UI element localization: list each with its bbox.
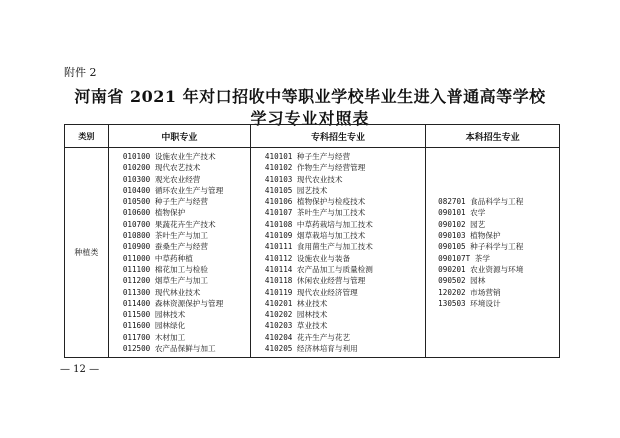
- list-item: [438, 343, 559, 354]
- list-item: 410204 花卉生产与花艺: [264, 332, 351, 342]
- list-item: 410119 现代农业经济管理: [264, 287, 358, 297]
- list-item: 010400 循环农业生产与管理: [122, 185, 224, 195]
- list-item: 410114 农产品加工与质量检测: [264, 264, 373, 274]
- header-benke: 本科招生专业: [426, 125, 560, 148]
- list-item: 010600 植物保护: [122, 208, 186, 218]
- list-item: 011700 木材加工: [122, 332, 186, 342]
- list-item: [438, 185, 559, 196]
- list-item: 410106 植物保护与检疫技术: [264, 197, 366, 207]
- list-item: [438, 174, 559, 185]
- list-item: 011100 棉花加工与检验: [122, 264, 208, 274]
- list-item: 012500 农产品保鲜与加工: [122, 344, 216, 354]
- list-item: 090103 植物保护: [438, 231, 501, 241]
- list-item: 010900 蚕桑生产与经营: [122, 242, 208, 252]
- list-item: 010100 设施农业生产技术: [122, 152, 216, 161]
- list-item: 410105 园艺技术: [264, 185, 328, 195]
- list-item: 410201 林业技术: [264, 298, 328, 308]
- list-item: 010500 种子生产与经营: [122, 197, 208, 207]
- list-item: 011300 现代林业技术: [122, 287, 201, 297]
- list-item: [438, 332, 559, 343]
- list-item: 082701 食品科学与工程: [438, 197, 524, 207]
- table-header-row: [65, 125, 560, 148]
- document-title-line2: 学习专业对照表: [250, 109, 370, 128]
- list-item: 410203 草业技术: [264, 321, 328, 331]
- list-item: 011600 园林绿化: [122, 321, 186, 331]
- list-item: 010200 现代农艺技术: [122, 163, 201, 173]
- list-item: 011500 园林技术: [122, 310, 186, 320]
- document-title-line1: 河南省 2021 年对口招收中等职业学校毕业生进入普通高等学校: [74, 87, 546, 106]
- list-item: 410107 茶叶生产与加工技术: [264, 208, 366, 218]
- list-item: [438, 162, 559, 173]
- list-item: 410102 作物生产与经营管理: [264, 163, 366, 173]
- zhuanke-list: [251, 148, 425, 357]
- benke-cell: [426, 148, 560, 358]
- zhongzhi-cell: [108, 148, 250, 358]
- list-item: 090201 农业资源与环境: [438, 264, 524, 274]
- list-item: 090502 园林: [438, 276, 486, 286]
- header-zhuanke: 专科招生专业: [250, 125, 425, 148]
- list-item: 410112 设施农业与装备: [264, 253, 351, 263]
- list-item: 010700 果蔬花卉生产技术: [122, 219, 216, 229]
- list-item: 130503 环境设计: [438, 298, 501, 308]
- list-item: 410111 食用菌生产与加工技术: [264, 242, 373, 252]
- list-item: [438, 151, 559, 162]
- list-item: 410103 现代农业技术: [264, 174, 343, 184]
- list-item: 410108 中草药栽培与加工技术: [264, 219, 373, 229]
- list-item: 090105 种子科学与工程: [438, 242, 524, 252]
- list-item: 410101 种子生产与经营: [264, 152, 351, 161]
- list-item: 410118 休闲农业经营与管理: [264, 276, 366, 286]
- page-number: — 12 —: [60, 364, 100, 375]
- list-item: 410205 经济林培育与利用: [264, 344, 358, 354]
- list-item: [438, 309, 559, 320]
- list-item: [438, 320, 559, 331]
- zhongzhi-list: [109, 148, 250, 357]
- benke-list: [426, 148, 559, 357]
- list-item: 090107T 茶学: [438, 253, 490, 263]
- category-cell: 种植类: [65, 148, 109, 358]
- list-item: 011400 森林资源保护与管理: [122, 298, 224, 308]
- list-item: 011200 烟草生产与加工: [122, 276, 208, 286]
- list-item: 010800 茶叶生产与加工: [122, 231, 208, 241]
- header-zhongzhi: 中职专业: [108, 125, 250, 148]
- list-item: 010300 观光农业经营: [122, 174, 201, 184]
- table-row: [65, 148, 560, 358]
- header-category: 类别: [65, 125, 109, 148]
- major-comparison-table: [64, 124, 560, 358]
- list-item: 011000 中草药种植: [122, 253, 193, 263]
- list-item: 090101 农学: [438, 208, 486, 218]
- attachment-label: 附件 2: [64, 66, 97, 79]
- list-item: 410109 烟草栽培与加工技术: [264, 231, 366, 241]
- list-item: 090102 园艺: [438, 219, 486, 229]
- list-item: 410202 园林技术: [264, 310, 328, 320]
- list-item: 120202 市场营销: [438, 287, 501, 297]
- zhuanke-cell: [250, 148, 425, 358]
